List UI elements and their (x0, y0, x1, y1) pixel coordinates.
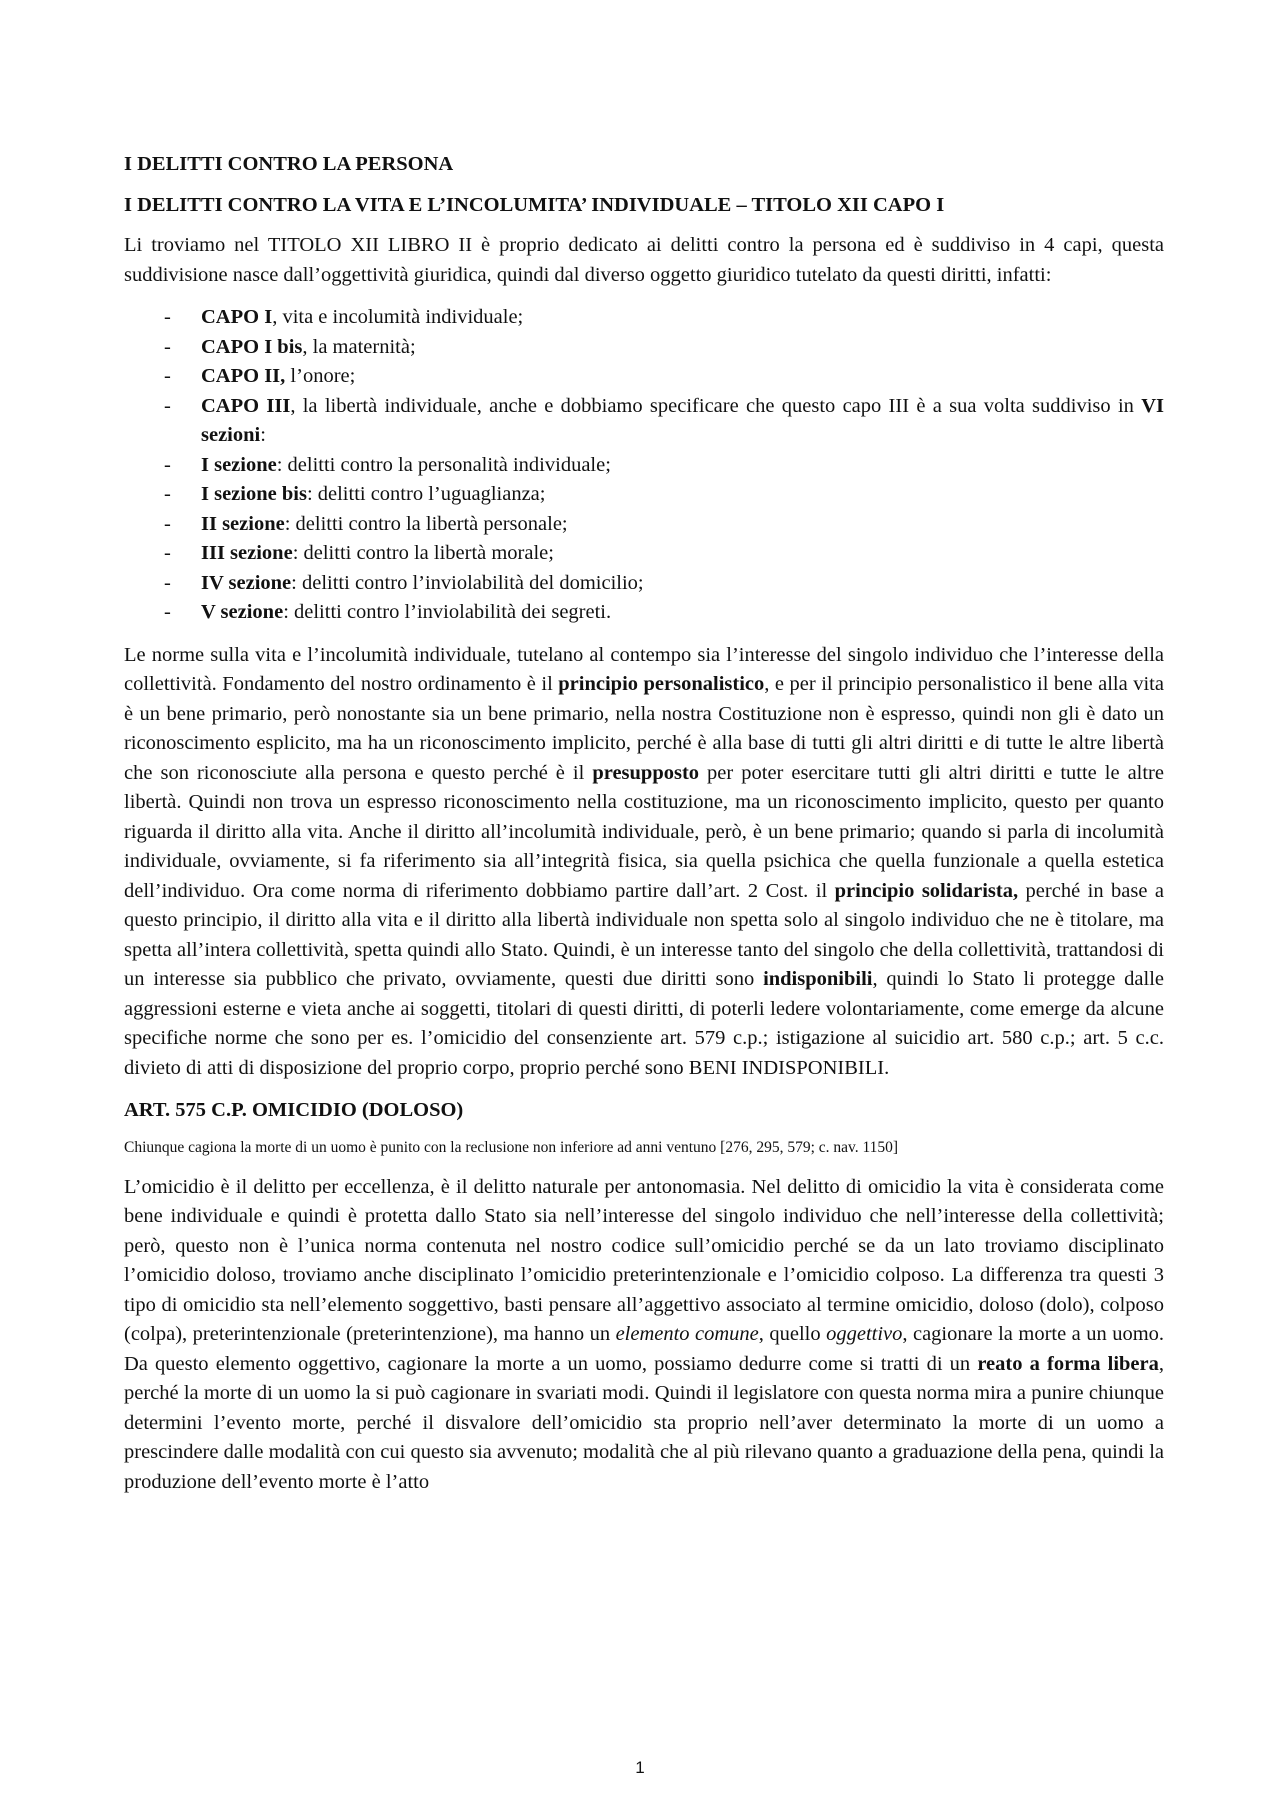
list-item-bold: CAPO I bis (201, 335, 303, 358)
dash-bullet: - (164, 306, 171, 328)
list-item-bold: II sezione (201, 512, 285, 535)
list-item (124, 333, 1164, 363)
list-item-text: : delitti contro la libertà personale; (284, 512, 568, 535)
list-item-text: : delitti contro l’uguaglianza; (306, 483, 546, 505)
italic-term-oggettivo: oggettivo (826, 1323, 903, 1345)
list-item (124, 303, 1164, 333)
list-item-text-2: : (260, 424, 266, 446)
dash-bullet: - (164, 335, 171, 358)
text-run: perché in base a questo principio, il diritto alla vita e il diritto alla libertà individuale non spetta solo al singolo individuo che ne è titolare, ma spetta all’intera collettività, spetta quindi allo Stato. Quindi, è un interesse tanto del singolo che della collettività, trattandosi di un interesse sia pubblico che privato, ovviamente, questi due diritti sono (124, 879, 1165, 990)
text-run: , perché la morte di un uomo la si può cagionare in svariati modi. Quindi il legislatore con questa norma mira a punire chiunque determini l’evento morte, perché il disvalore dell’omicidio sta proprio nell’aver determinato la morte di un uomo a prescindere dalle modalità con cui questo sia avvenuto; modalità che al più rilevano quanto a graduazione della pena, quindi la produzione dell’evento morte è l’atto (124, 1352, 1164, 1493)
intro-paragraph: Li troviamo nel TITOLO XII LIBRO II è proprio dedicato ai delitti contro la persona ed è suddiviso in 4 capi, questa suddivisione nasce dall’oggettività giuridica, quindi dal diverso oggetto giuridico tutelato da questi diritti, infatti: (124, 234, 1164, 286)
dash-bullet: - (164, 365, 171, 387)
list-item (124, 539, 1164, 569)
body-paragraph-vita (124, 641, 1164, 1084)
list-item-text: : delitti contro la libertà morale; (292, 542, 554, 564)
list-item-bold: CAPO I (201, 306, 273, 328)
document-subtitle: I DELITTI CONTRO LA VITA E L’INCOLUMITA’ INDIVIDUALE – TITOLO XII CAPO I (124, 193, 945, 216)
italic-term-elemento-comune: elemento comune (615, 1323, 759, 1345)
text-run: , e per il principio personalistico il bene alla vita è un bene primario, però nonostante sia un bene primario, nella nostra Costituzione non è espresso, quindi non gli è dato un riconoscimento esplicito, ma ha un riconoscimento implicito, perché è alla base di tutti gli altri diritti e di tutte le altre libertà che son riconosciute alla persona e questo perché è il (124, 673, 1164, 784)
document-title: I DELITTI CONTRO LA PERSONA (124, 153, 454, 175)
list-item-text: l’onore; (285, 365, 356, 387)
list-item (124, 598, 1164, 628)
article-heading: ART. 575 C.P. OMICIDIO (DOLOSO) (124, 1099, 464, 1121)
list-item (124, 510, 1164, 540)
list-item-bold: I sezione (201, 453, 277, 476)
text-run: , quello (758, 1323, 827, 1345)
list-item-text: , vita e incolumità individuale; (272, 306, 524, 328)
bold-term-presupposto: presupposto (592, 761, 700, 784)
list-item (124, 392, 1164, 451)
text-run: Le norme sulla vita e l’incolumità individuale, tutelano al contempo sia l’interesse del singolo individuo che l’interesse della collettività. Fondamento del nostro ordinamento è il (124, 643, 1164, 695)
bold-term-reato-forma-libera: reato a forma libera (977, 1352, 1159, 1375)
dash-bullet: - (164, 542, 171, 564)
body-paragraph-omicidio (124, 1173, 1164, 1498)
list-item (124, 480, 1164, 510)
dash-bullet: - (164, 571, 171, 594)
list-item (124, 451, 1164, 481)
list-item-bold: CAPO II, (201, 365, 286, 387)
page-number: 1 (635, 1758, 645, 1777)
list-item (124, 569, 1164, 599)
list-item-bold: III sezione (201, 542, 293, 564)
list-item (124, 362, 1164, 392)
list-item-text: , la maternità; (302, 335, 416, 358)
list-item-bold: CAPO III (201, 394, 291, 417)
bold-term-indisponibili: indisponibili (763, 968, 873, 990)
list-item-bold: V sezione (201, 601, 284, 623)
list-item-bold-2: VI sezioni (201, 394, 1164, 446)
text-run: , quindi lo Stato li protegge dalle aggressioni esterne e vieta anche ai soggetti, titolari di questi diritti, di poterli ledere volontariamente, come emerge da alcune specifiche norme che sono per es. l’omicidio del consenziente art. 579 c.p.; istigazione al suicidio art. 580 c.p.; art. 5 c.c. divieto di atti di disposizione del proprio corpo, proprio perché sono BENI INDISPONIBILI. (124, 968, 1164, 1079)
list-item-text: : delitti contro l’inviolabilità dei segreti. (283, 601, 612, 623)
capi-list (124, 303, 1164, 628)
bold-term-principio-personalistico: principio personalistico (558, 673, 765, 695)
dash-bullet: - (164, 601, 171, 623)
bold-term-principio-solidarista: principio solidarista, (834, 879, 1019, 902)
dash-bullet: - (164, 453, 171, 476)
dash-bullet: - (164, 394, 171, 417)
text-run: L’omicidio è il delitto per eccellenza, è il delitto naturale per antonomasia. Nel delitto di omicidio la vita è considerata come bene individuale e quindi è protetta dallo Stato sia nell’interesse del singolo individuo che nell’interesse della collettività; però, questo non è l’unica norma contenuta nel nostro codice sull’omicidio perché se da un lato troviamo disciplinato l’omicidio doloso, troviamo anche disciplinato l’omicidio preterintenzionale e l’omicidio colposo. La differenza tra questi 3 tipo di omicidio sta nell’elemento soggettivo, basti pensare all’aggettivo associato al termine omicidio, doloso (dolo), colposo (colpa), preterintenzionale (preterintenzione), ma hanno un (124, 1175, 1164, 1345)
text-run: per poter esercitare tutti gli altri diritti e tutte le altre libertà. Quindi non trova un espresso riconoscimento nella costituzione, ma un riconoscimento implicito, questo per quanto riguarda il diritto alla vita. Anche il diritto all’incolumità individuale, però, è un bene primario; quando si parla di incolumità individuale, ovviamente, si fa riferimento sia all’integrità fisica, sia quella psichica che quella funzionale a quella estetica dell’individuo. Ora come norma di riferimento dobbiamo partire dall’art. 2 Cost. il (124, 761, 1164, 902)
dash-bullet: - (164, 483, 171, 505)
list-item-text: : delitti contro l’inviolabilità del domicilio; (291, 571, 644, 594)
list-item-text: , la libertà individuale, anche e dobbiamo specificare che questo capo III è a sua volta suddiviso in (290, 394, 1142, 417)
list-item-bold: IV sezione (201, 571, 292, 594)
document-page (124, 150, 1164, 1510)
list-item-text: : delitti contro la personalità individuale; (276, 453, 611, 476)
text-run: , cagionare la morte a un uomo. Da questo elemento oggettivo, cagionare la morte a un uomo, possiamo dedurre come si tratti di un (124, 1323, 1165, 1375)
dash-bullet: - (164, 512, 171, 535)
list-item-bold: I sezione bis (201, 483, 307, 505)
article-text: Chiunque cagiona la morte di un uomo è punito con la reclusione non inferiore ad anni ventuno [276, 295, 579; c. nav. 1150] (124, 1138, 899, 1156)
